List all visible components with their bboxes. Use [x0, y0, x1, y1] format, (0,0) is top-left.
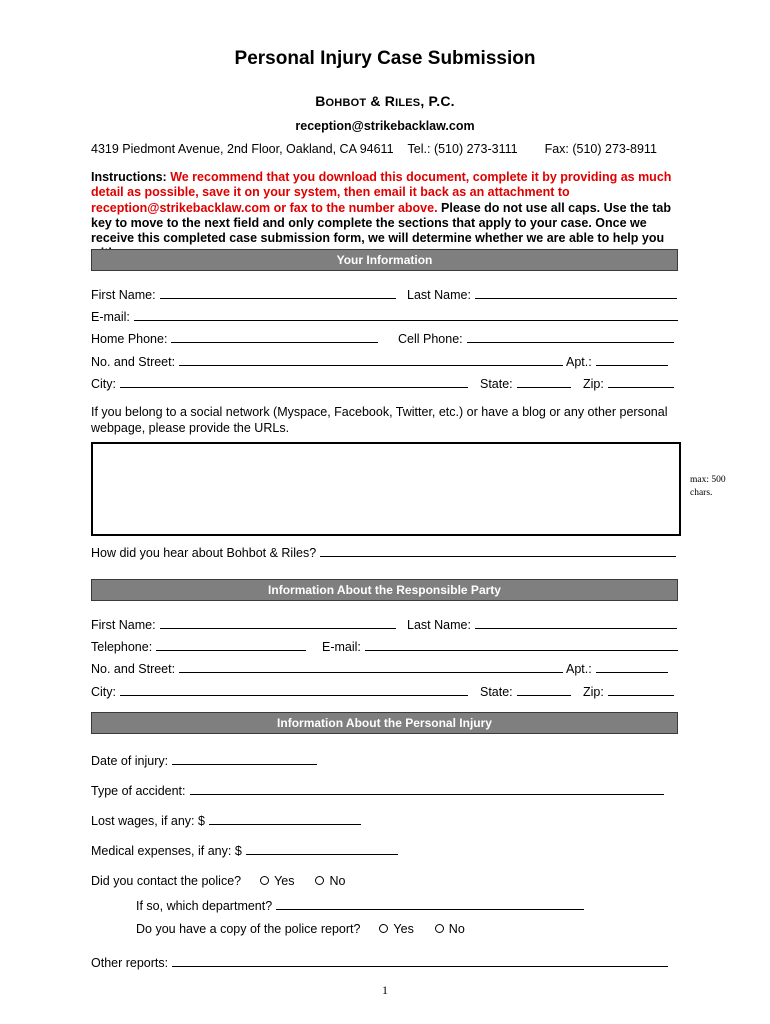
- your-first-name-row: [91, 287, 396, 302]
- injury-date-label: Date of injury:: [91, 754, 169, 768]
- lost-wages-label: Lost wages, if any: $: [91, 814, 205, 828]
- your-city-row: [91, 376, 468, 391]
- other-reports-row: [91, 955, 668, 970]
- accident-type-row: [91, 783, 664, 798]
- rp-city-field[interactable]: [120, 684, 468, 696]
- your-apt-row: [566, 354, 668, 369]
- police-department-row: [136, 898, 584, 913]
- zip-label: Zip:: [583, 377, 604, 391]
- last-name-label: Last Name:: [407, 288, 471, 302]
- police-contact-row: [91, 874, 345, 888]
- rp-city-label: City:: [91, 685, 116, 699]
- first-name-label: First Name:: [91, 288, 156, 302]
- rp-apt-field[interactable]: [596, 661, 668, 673]
- page-title: Personal Injury Case Submission: [234, 48, 536, 69]
- rp-zip-label: Zip:: [583, 685, 604, 699]
- rp-email-label: E-mail:: [322, 640, 361, 654]
- injury-date-row: [91, 753, 317, 768]
- city-field[interactable]: [120, 376, 468, 388]
- cell-phone-label: Cell Phone:: [398, 332, 463, 346]
- report-no-label: No: [448, 922, 465, 936]
- police-no-label: No: [329, 874, 346, 888]
- other-reports-label: Other reports:: [91, 956, 169, 970]
- state-label: State:: [480, 377, 513, 391]
- rp-first-name-row: [91, 617, 396, 632]
- email-field[interactable]: [134, 309, 678, 321]
- social-network-prompt: If you belong to a social network (Myspace, Facebook, Twitter, etc.) or have a blog or any other personal webpage, please provide the URLs.: [91, 405, 668, 435]
- injury-date-field[interactable]: [172, 753, 317, 765]
- police-contact-label: Did you contact the police?: [91, 874, 242, 888]
- your-last-name-row: [407, 287, 677, 302]
- rp-first-name-label: First Name:: [91, 618, 156, 632]
- heard-about-field[interactable]: [320, 545, 676, 557]
- street-label: No. and Street:: [91, 355, 176, 369]
- police-yes-option[interactable]: [260, 874, 294, 888]
- first-name-field[interactable]: [160, 287, 396, 299]
- rp-telephone-row: [91, 639, 306, 654]
- rp-state-label: State:: [480, 685, 513, 699]
- your-zip-row: [583, 376, 674, 391]
- rp-last-name-field[interactable]: [475, 617, 677, 629]
- city-label: City:: [91, 377, 116, 391]
- your-street-row: [91, 354, 563, 369]
- rp-telephone-field[interactable]: [156, 639, 306, 651]
- rp-state-row: [480, 684, 571, 699]
- report-yes-label: Yes: [393, 922, 414, 936]
- apt-label: Apt.:: [566, 355, 592, 369]
- medical-expenses-row: [91, 843, 398, 858]
- rp-apt-label: Apt.:: [566, 662, 592, 676]
- state-field[interactable]: [517, 376, 571, 388]
- rp-street-field[interactable]: [179, 661, 563, 673]
- rp-last-name-row: [407, 617, 677, 632]
- rp-street-label: No. and Street:: [91, 662, 176, 676]
- heard-about-label: How did you hear about Bohbot & Riles?: [91, 546, 317, 560]
- instructions-red: We recommend that you download this document, complete it by providing as much detail as possible, save it on your system, then email it back as an attachment to reception@strikebacklaw.com or fax to the number above.: [91, 170, 672, 215]
- home-phone-field[interactable]: [171, 331, 378, 343]
- section-header-personal-injury: Information About the Personal Injury: [91, 712, 678, 734]
- radio-icon[interactable]: [315, 876, 324, 885]
- firm-address: 4319 Piedmont Avenue, 2nd Floor, Oakland, CA 94611 Tel.: (510) 273-3111 Fax: (510) 273-8911: [91, 142, 657, 156]
- rp-street-row: [91, 661, 563, 676]
- rp-telephone-label: Telephone:: [91, 640, 153, 654]
- firm-fax: Fax: (510) 273-8911: [544, 142, 657, 156]
- accident-type-field[interactable]: [190, 783, 664, 795]
- lost-wages-field[interactable]: [209, 813, 361, 825]
- rp-apt-row: [566, 661, 668, 676]
- report-no-option[interactable]: [435, 922, 465, 936]
- social-urls-textarea[interactable]: [91, 442, 681, 536]
- police-department-label: If so, which department?: [136, 899, 273, 913]
- page-number: 1: [382, 983, 388, 997]
- street-field[interactable]: [179, 354, 563, 366]
- email-label: E-mail:: [91, 310, 130, 324]
- your-state-row: [480, 376, 571, 391]
- medical-expenses-field[interactable]: [246, 843, 398, 855]
- instructions: [91, 170, 681, 247]
- instructions-label: Instructions:: [91, 170, 167, 184]
- radio-icon[interactable]: [260, 876, 269, 885]
- max-chars-note: max: 500 chars.: [690, 475, 726, 498]
- police-report-label: Do you have a copy of the police report?: [136, 922, 361, 936]
- rp-state-field[interactable]: [517, 684, 571, 696]
- lost-wages-row: [91, 813, 361, 828]
- firm-email: reception@strikebacklaw.com: [295, 119, 475, 133]
- rp-email-row: [322, 639, 678, 654]
- accident-type-label: Type of accident:: [91, 784, 186, 798]
- report-yes-option[interactable]: [379, 922, 413, 936]
- other-reports-field[interactable]: [172, 955, 668, 967]
- home-phone-label: Home Phone:: [91, 332, 168, 346]
- section-header-responsible-party: Information About the Responsible Party: [91, 579, 678, 601]
- apt-field[interactable]: [596, 354, 668, 366]
- your-email-row: [91, 309, 678, 324]
- last-name-field[interactable]: [475, 287, 677, 299]
- medical-expenses-label: Medical expenses, if any: $: [91, 844, 242, 858]
- instructions-body: Please do not use all caps. Use the tab key to move to the next field and only complete the sections that apply to your case. Once we receive this completed case submission form, we will determine whether we are able to help you: [91, 200, 671, 246]
- radio-icon[interactable]: [435, 924, 444, 933]
- police-no-option[interactable]: [315, 874, 345, 888]
- firm-name: BOHBOT & RILES, P.C.: [315, 93, 455, 109]
- police-report-row: [136, 922, 465, 936]
- rp-zip-row: [583, 684, 674, 699]
- your-home-phone-row: [91, 331, 378, 346]
- section-header-your-information: Your Information: [91, 249, 678, 271]
- rp-city-row: [91, 684, 468, 699]
- radio-icon[interactable]: [379, 924, 388, 933]
- cell-phone-field[interactable]: [467, 331, 674, 343]
- police-yes-label: Yes: [274, 874, 295, 888]
- rp-first-name-field[interactable]: [160, 617, 396, 629]
- rp-zip-field[interactable]: [608, 684, 674, 696]
- zip-field[interactable]: [608, 376, 674, 388]
- police-department-field[interactable]: [276, 898, 584, 910]
- firm-tel: Tel.: (510) 273-3111: [407, 142, 518, 156]
- heard-about-row: [91, 545, 676, 560]
- rp-email-field[interactable]: [365, 639, 678, 651]
- your-cell-phone-row: [398, 331, 674, 346]
- rp-last-name-label: Last Name:: [407, 618, 471, 632]
